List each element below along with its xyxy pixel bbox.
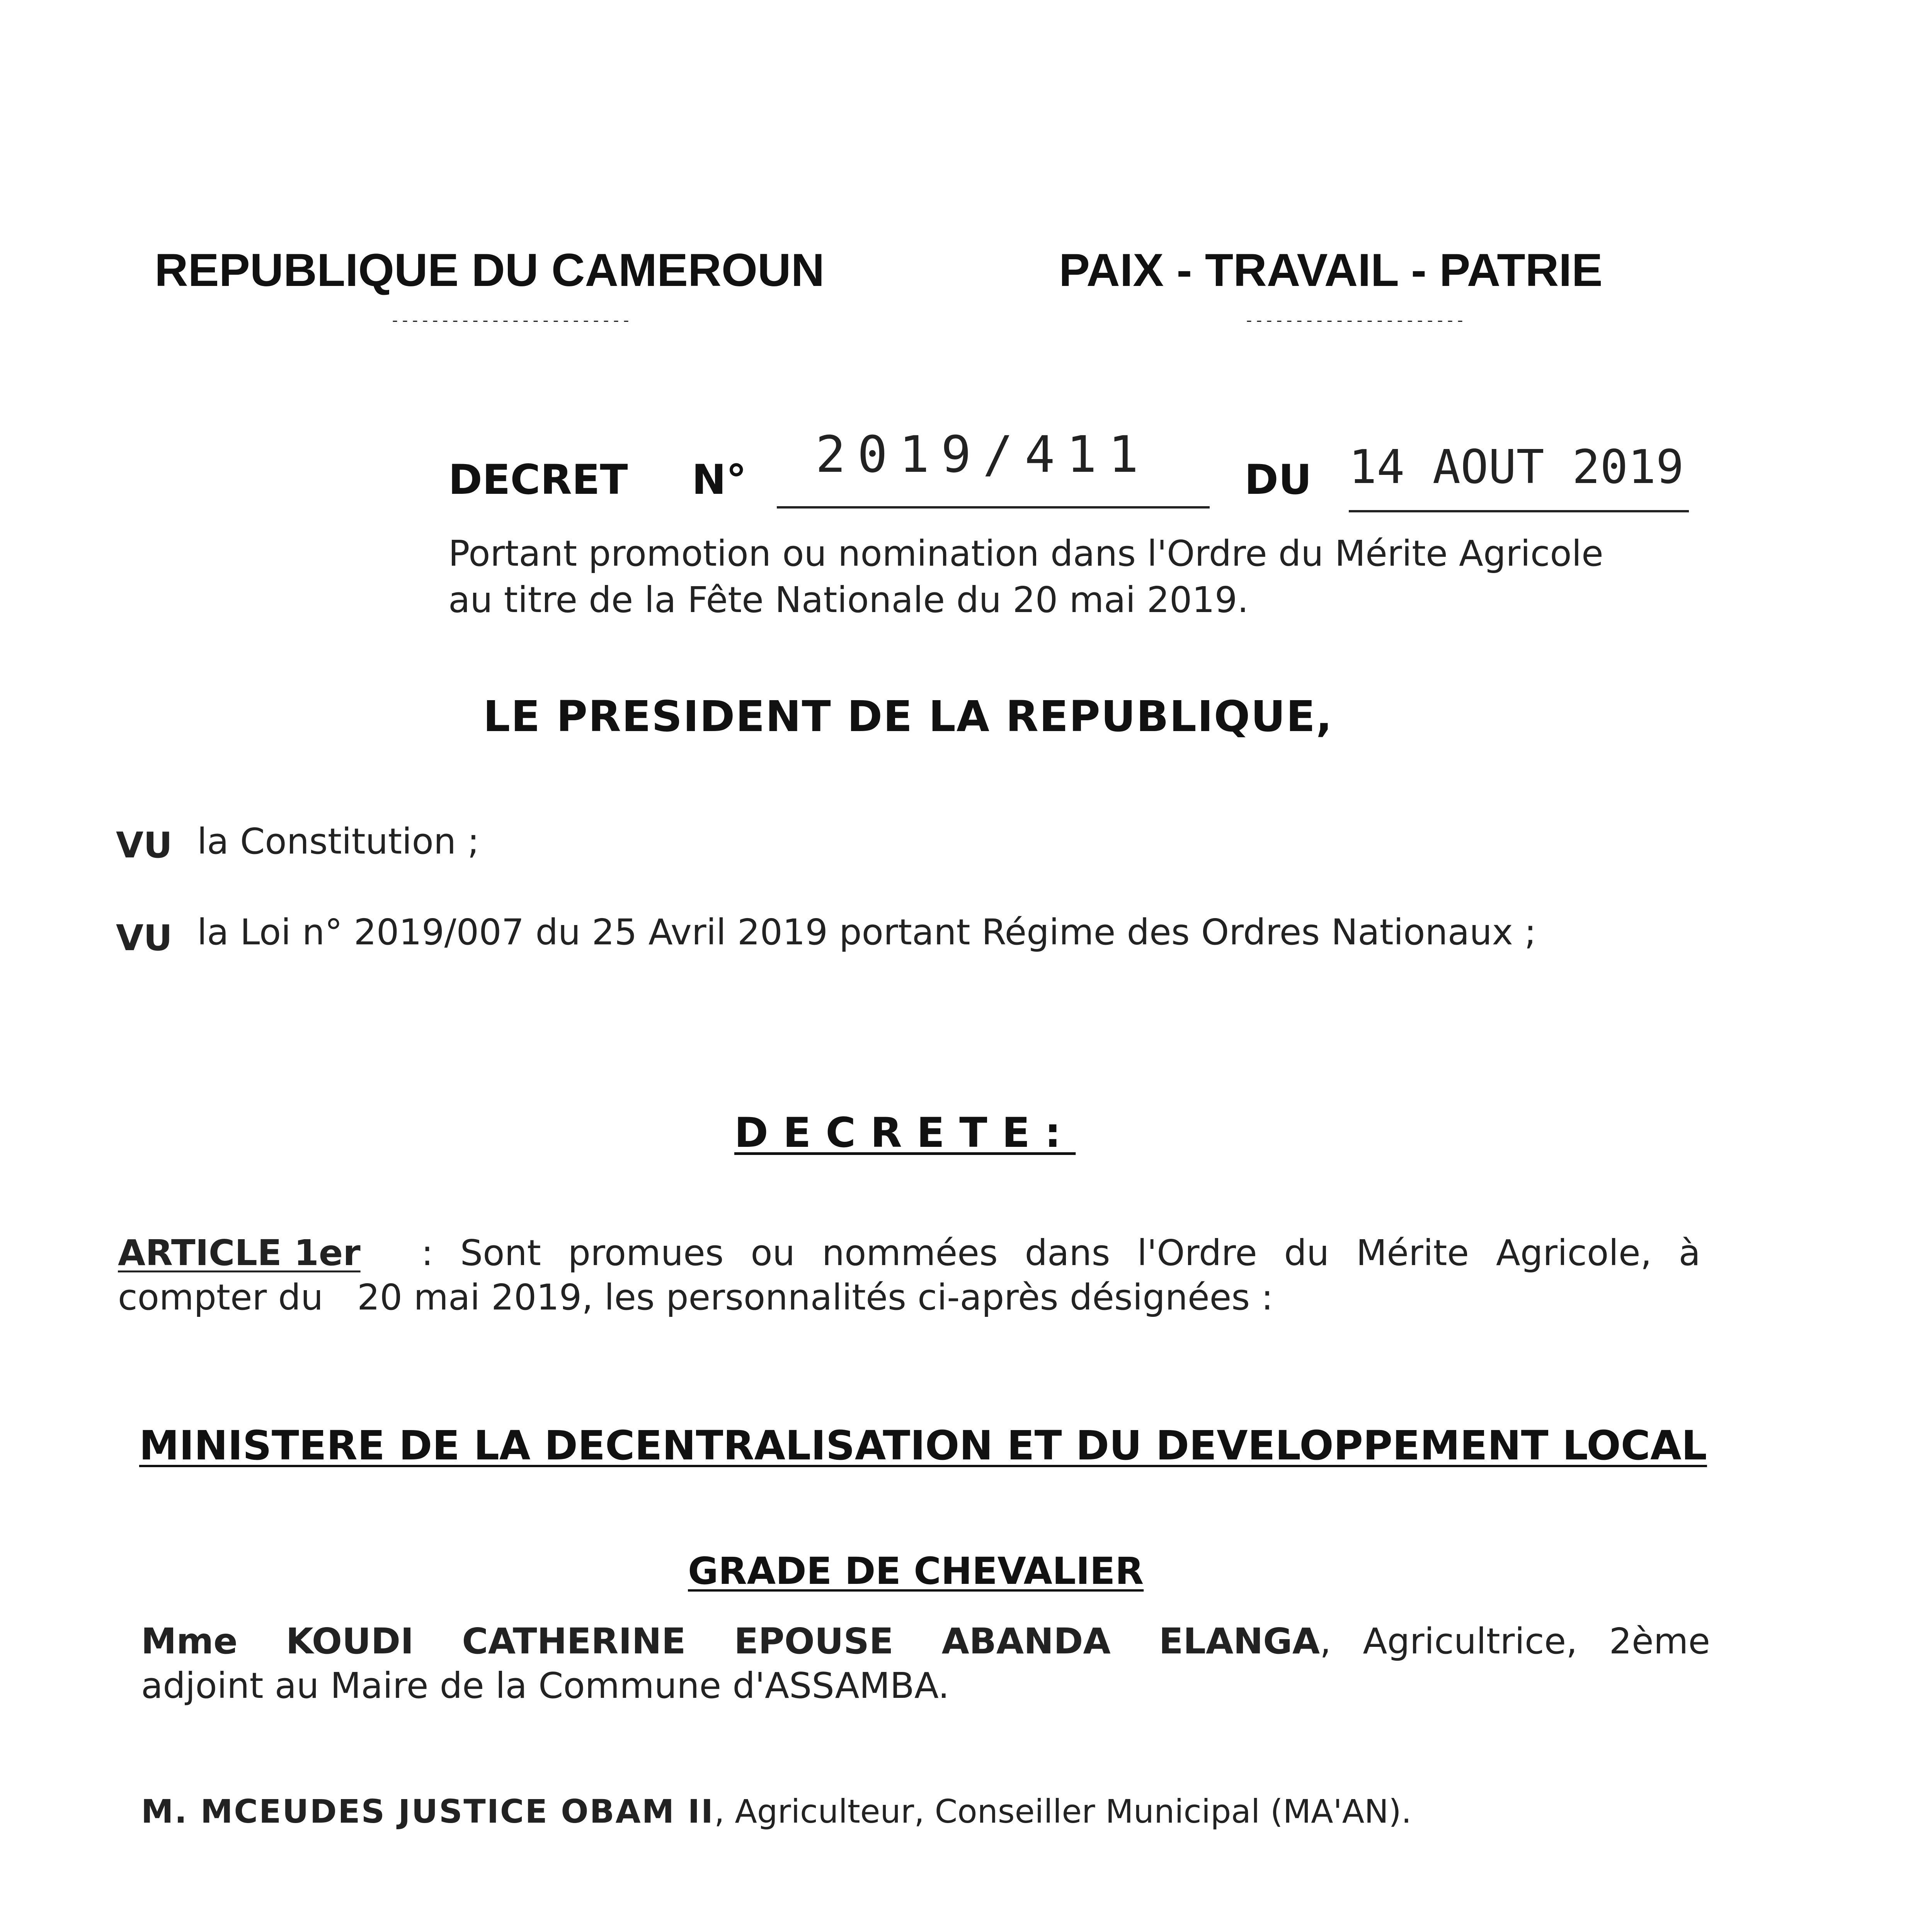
header-right-dashes: ---------------------- — [1244, 313, 1466, 330]
decree-date: 14 AOUT 2019 — [1349, 440, 1684, 494]
vu-text-1: la Constitution ; — [197, 821, 480, 862]
decree-subject-line2: au titre de la Fête Nationale du 20 mai 2019. — [448, 579, 1249, 621]
person-2-line1 — [141, 1789, 1411, 1834]
header-left-dashes: ------------------------ — [390, 313, 632, 330]
person-2-desc: , Agriculteur, Conseiller Municipal (MA'AN). — [714, 1793, 1412, 1830]
ministry-heading: MINISTERE DE LA DECENTRALISATION ET DU DEVELOPPEMENT LOCAL — [139, 1422, 1707, 1469]
decrete-heading: DECRETE: — [734, 1109, 1076, 1156]
decree-date-underline — [1349, 510, 1689, 512]
grade-heading: GRADE DE CHEVALIER — [688, 1549, 1144, 1593]
president-heading: LE PRESIDENT DE LA REPUBLIQUE, — [483, 692, 1333, 741]
article-1-label: ARTICLE 1er — [118, 1232, 361, 1274]
person-1-name: Mme KOUDI CATHERINE EPOUSE ABANDA ELANGA — [141, 1621, 1320, 1662]
article-1-line1: : Sont promues ou nommées dans l'Ordre du Mérite Agricole, à — [421, 1232, 1700, 1274]
vu-label-1: VU — [116, 825, 172, 866]
decree-du-label: DU — [1244, 456, 1312, 503]
person-1-desc: , Agricultrice, 2ème — [1320, 1621, 1710, 1662]
decree-number-underline — [777, 506, 1210, 509]
article-1-line2: compter du 20 mai 2019, les personnalités ci-après désignées : — [118, 1277, 1273, 1318]
decree-subject-line1: Portant promotion ou nomination dans l'Ordre du Mérite Agricole — [448, 533, 1603, 574]
header-right: PAIX - TRAVAIL - PATRIE — [1059, 244, 1603, 296]
decree-number: 2019/411 — [815, 425, 1151, 484]
vu-label-2: VU — [116, 917, 172, 959]
person-1-line1 — [141, 1619, 1710, 1664]
person-1-line2: adjoint au Maire de la Commune d'ASSAMBA. — [141, 1665, 950, 1706]
vu-text-2: la Loi n° 2019/007 du 25 Avril 2019 portant Régime des Ordres Nationaux ; — [197, 912, 1537, 953]
header-left: REPUBLIQUE DU CAMEROUN — [155, 244, 825, 296]
person-2-name: M. MCEUDES JUSTICE OBAM II — [141, 1793, 714, 1830]
decree-label: DECRET — [448, 456, 628, 503]
decree-no-label: N° — [692, 456, 747, 503]
person-3-line1 — [141, 1930, 1710, 1932]
